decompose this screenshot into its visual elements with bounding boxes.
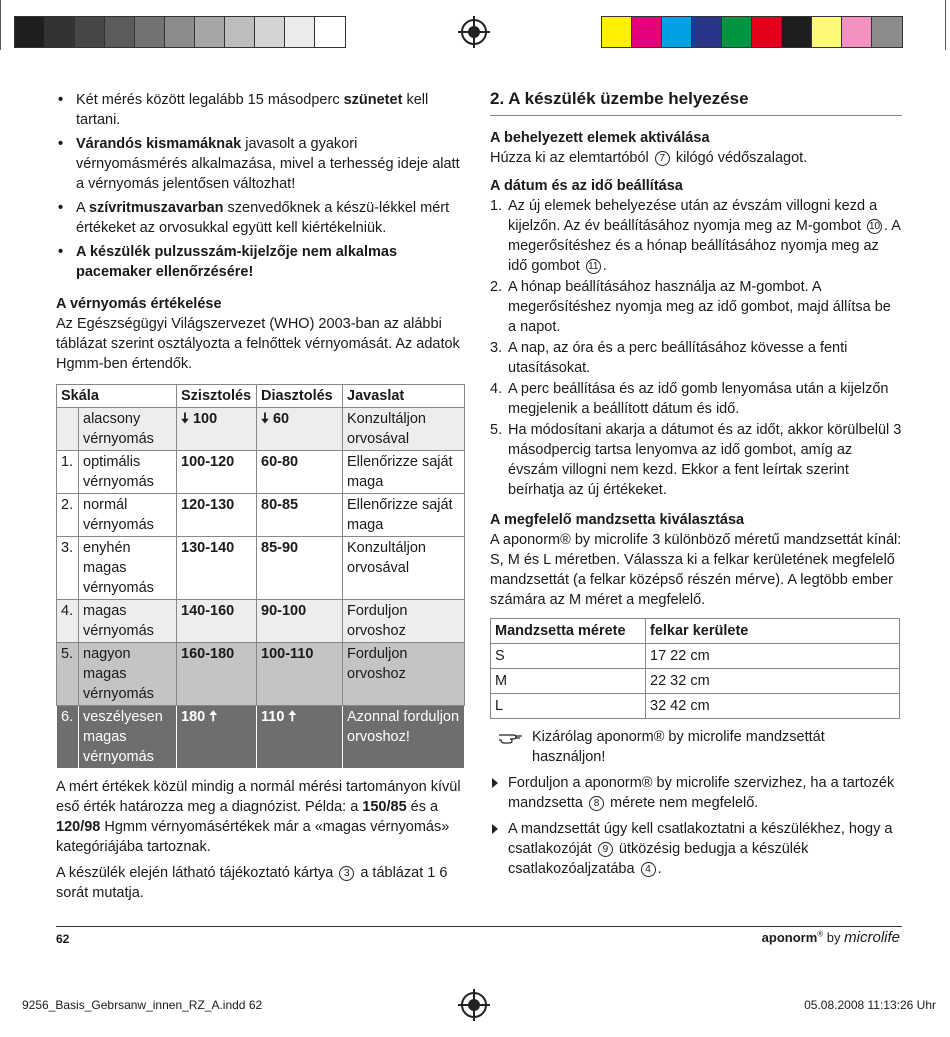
grayscale-color-bar	[14, 16, 346, 48]
gray-swatch	[255, 17, 285, 47]
color-swatch	[632, 17, 662, 47]
reference-number: 3	[339, 866, 354, 881]
precaution-text: szenvedőknek a készü-lékkel mért értékeket az orvosukkal együtt kell kiértékelniük.	[76, 200, 450, 236]
advice-cell: Azonnal forduljon orvoshoz!	[343, 706, 465, 769]
step-number: 2.	[490, 279, 503, 295]
color-swatch	[722, 17, 752, 47]
note-text: mandzsettát használjon!	[532, 729, 825, 765]
advice-cell: Konzultáljon orvosával	[343, 408, 465, 451]
diastolic-cell: 60-80	[257, 451, 343, 494]
connector-bullet	[490, 819, 902, 879]
date-time-steps	[490, 196, 902, 500]
gray-swatch	[315, 17, 345, 47]
step-number: 4.	[490, 381, 503, 397]
battery-text	[490, 148, 902, 168]
color-swatch	[872, 17, 902, 47]
note-text: Kizárólag	[532, 729, 597, 745]
table-row	[491, 669, 900, 694]
note-line	[490, 727, 902, 767]
advice-cell: Forduljon orvoshoz	[343, 643, 465, 706]
precaution-text: javasolt a gyakori vérnyomásmérés alkalmazása, mivel a terhesség ideje alatt a vérnyomás jelentősen változhat!	[76, 136, 460, 192]
logo-microlife: microlife	[844, 929, 900, 946]
table-row	[491, 644, 900, 669]
gray-swatch	[195, 17, 225, 47]
crop-mark	[0, 0, 1, 50]
reference-number: 7	[655, 151, 670, 166]
category-cell: optimális vérnyomás	[79, 451, 177, 494]
reference-number: 11	[586, 259, 601, 274]
precaution-text: Várandós kismamáknak	[76, 136, 242, 152]
advice-cell: Ellenőrizze saját maga	[343, 494, 465, 537]
logo-aponorm: aponorm	[761, 930, 818, 945]
cuff-text-part: 3 különböző méretű mandzsettát kínál: S, M és L méretben. Válassza ki a felkar kerületének megfelelő mandzsettát (a felkar középső részén mérve). A legtöbb ember számára az M méret a megfelelő.	[490, 532, 902, 608]
diagnosis-text: Hgmm vérnyomásértékek már a «magas vérnyomás» kategóriájába tartoznak.	[56, 819, 450, 855]
step-item	[490, 196, 902, 276]
header-scale: Skála	[57, 385, 177, 408]
process-color-bar	[601, 16, 903, 48]
row-number: 6.	[57, 706, 79, 769]
row-number: 1.	[57, 451, 79, 494]
info-card-paragraph	[56, 863, 468, 903]
service-bullet	[490, 773, 902, 813]
brand-logo	[700, 929, 900, 946]
systolic-cell: 100-120	[177, 451, 257, 494]
step-text: . A megerősítéshez és a hónap beállításához nyomja meg az idő gombot	[508, 218, 901, 274]
service-text: Forduljon a	[508, 775, 585, 791]
step-item	[490, 379, 902, 419]
battery-heading: A behelyezett elemek aktiválása	[490, 130, 710, 146]
precaution-item	[56, 198, 468, 238]
brand-name: aponorm® by microlife	[502, 532, 649, 548]
category-cell: alacsony vérnyomás	[79, 408, 177, 451]
gray-swatch	[75, 17, 105, 47]
gray-swatch	[165, 17, 195, 47]
row-number: 2.	[57, 494, 79, 537]
precaution-text: Két mérés között legalább 15 másodperc	[76, 92, 344, 108]
color-swatch	[662, 17, 692, 47]
row-number	[57, 408, 79, 451]
table-row	[57, 706, 465, 769]
diagnosis-text: és a	[406, 799, 439, 815]
reference-number: 10	[868, 221, 881, 232]
color-swatch	[842, 17, 872, 47]
diastolic-cell: 🠇 60	[257, 408, 343, 451]
battery-text-part: Húzza ki az elemtartóból	[490, 150, 653, 166]
blood-pressure-table	[56, 384, 465, 769]
brand-name: aponorm® by microlife	[596, 729, 742, 745]
step-item	[490, 338, 902, 378]
color-swatch	[752, 17, 782, 47]
header-advice: Javaslat	[343, 385, 465, 408]
precaution-text: szívritmuszavarban	[88, 200, 224, 216]
systolic-cell: 140-160	[177, 600, 257, 643]
step-text: .	[602, 258, 607, 274]
reference-number: 4	[641, 862, 656, 877]
info-card-text: A készülék elején látható tájékoztató kártya	[56, 865, 338, 881]
diagnosis-text: A mért értékek közül mindig a normál mérési tartományon kívül eső érték határozza meg a diagnózist. Példa: a	[56, 779, 461, 815]
category-cell: magas vérnyomás	[79, 600, 177, 643]
diastolic-cell: 90-100	[257, 600, 343, 643]
info-card-text: a táblázat 1 6 sorát mutatja.	[56, 865, 448, 901]
table-row	[57, 451, 465, 494]
table-row	[491, 694, 900, 719]
gray-swatch	[15, 17, 45, 47]
advice-cell: Ellenőrizze saját maga	[343, 451, 465, 494]
slug-filename: 9256_Basis_Gebrsanw_innen_RZ_A.indd 62	[22, 998, 263, 1012]
connector-text: ütközésig bedugja a készülék csatlakozóaljzatába	[508, 841, 809, 877]
diastolic-cell: 80-85	[257, 494, 343, 537]
gray-swatch	[105, 17, 135, 47]
section-title: 2. A készülék üzembe helyezése	[490, 89, 902, 116]
cuff-size-cell: M	[491, 669, 646, 694]
slug-datetime: 05.08.2008 11:13:26 Uhr	[804, 998, 936, 1012]
precaution-text: szünetet	[343, 92, 403, 108]
brand-name: aponorm® by microlife	[584, 775, 730, 791]
systolic-cell: 🠇 100	[177, 408, 257, 451]
left-column	[56, 90, 468, 903]
row-number: 3.	[57, 537, 79, 600]
step-number: 5.	[490, 422, 503, 438]
pointing-hand-icon	[498, 730, 524, 744]
step-number: 1.	[490, 198, 503, 214]
logo-by: by	[823, 930, 845, 945]
logo-registered: ®	[817, 929, 824, 939]
gray-swatch	[285, 17, 315, 47]
reference-number: 8	[589, 796, 604, 811]
color-swatch	[812, 17, 842, 47]
header-diastolic: Diasztolés	[257, 385, 343, 408]
gray-swatch	[135, 17, 165, 47]
step-text: A perc beállítása és az idő gomb lenyomása után a kijelzőn megjelenik a beállított dátum és idő.	[508, 381, 889, 417]
precaution-item	[56, 134, 468, 194]
systolic-cell: 130-140	[177, 537, 257, 600]
connector-text: A mandzsettát úgy kell csatlakoztatni a készülékhez, hogy a csatlakozóját	[508, 821, 893, 857]
cuff-size-table	[490, 618, 900, 719]
category-cell: nagyon magas vérnyomás	[79, 643, 177, 706]
reference-number: 9	[598, 842, 613, 857]
precaution-text: kell tartani.	[76, 92, 429, 128]
header-arm-circumference: felkar kerülete	[646, 619, 900, 644]
step-text: Ha módosítani akarja a dátumot és az időt, akkor körülbelül 3 másodpercig tartsa lenyomva az idő gombot, amíg az évszám villogni nem kezd. Ekkor a fent leírtak szerint beírhatja az új értékeket.	[508, 422, 902, 498]
step-item	[490, 420, 902, 500]
page-number: 62	[56, 932, 70, 946]
gray-swatch	[45, 17, 75, 47]
crop-mark	[945, 0, 946, 50]
cuff-heading: A megfelelő mandzsetta kiválasztása	[490, 512, 745, 528]
systolic-cell: 160-180	[177, 643, 257, 706]
evaluation-heading: A vérnyomás értékelése	[56, 296, 222, 312]
date-time-heading: A dátum és az idő beállítása	[490, 178, 683, 194]
circumference-cell: 22 32 cm	[646, 669, 900, 694]
header-systolic: Szisztolés	[177, 385, 257, 408]
systolic-cell: 180 🠅	[177, 706, 257, 769]
cuff-text-part: A	[490, 532, 503, 548]
gray-swatch	[225, 17, 255, 47]
category-cell: veszélyesen magas vérnyomás	[79, 706, 177, 769]
example-value-1: 150/85	[362, 799, 407, 815]
header-cuff-size: Mandzsetta mérete	[491, 619, 646, 644]
color-swatch	[782, 17, 812, 47]
precaution-item	[56, 242, 468, 282]
right-column	[490, 89, 902, 879]
advice-cell: Konzultáljon orvosával	[343, 537, 465, 600]
step-number: 3.	[490, 340, 503, 356]
precaution-item	[56, 90, 468, 130]
example-value-2: 120/98	[56, 819, 101, 835]
diagnosis-paragraph	[56, 777, 468, 857]
circumference-cell: 17 22 cm	[646, 644, 900, 669]
category-cell: normál vérnyomás	[79, 494, 177, 537]
footer-rule	[56, 926, 902, 927]
table-row	[57, 643, 465, 706]
color-swatch	[602, 17, 632, 47]
connector-text: .	[657, 861, 662, 877]
evaluation-text: Az Egészségügyi Világszervezet (WHO) 2003-ban az alábbi táblázat szerint osztályozta a felnőttek vérnyomását. Az adatok Hgmm-ben értendők.	[56, 316, 460, 372]
cuff-size-cell: S	[491, 644, 646, 669]
precaution-text: A	[76, 200, 89, 216]
step-item	[490, 277, 902, 337]
table-row	[57, 408, 465, 451]
row-number: 4.	[57, 600, 79, 643]
advice-cell: Forduljon orvoshoz	[343, 600, 465, 643]
precautions-list	[56, 90, 468, 282]
diastolic-cell: 85-90	[257, 537, 343, 600]
step-text: Az új elemek behelyezése után az évszám villogni kezd a kijelzőn. Az év beállításához nyomja meg az M-gombot	[508, 198, 878, 234]
color-swatch	[692, 17, 722, 47]
diastolic-cell: 100-110	[257, 643, 343, 706]
cuff-size-cell: L	[491, 694, 646, 719]
service-text: mérete nem megfelelő.	[606, 795, 759, 811]
table-row	[57, 494, 465, 537]
battery-text-part: kilógó védőszalagot.	[671, 150, 808, 166]
systolic-cell: 120-130	[177, 494, 257, 537]
registration-mark-icon	[461, 992, 487, 1018]
category-cell: enyhén magas vérnyomás	[79, 537, 177, 600]
circumference-cell: 32 42 cm	[646, 694, 900, 719]
diastolic-cell: 110 🠅	[257, 706, 343, 769]
service-text: szervizhez, ha a tartozék mandzsetta	[508, 775, 895, 811]
step-text: A nap, az óra és a perc beállításához kövesse a fenti utasításokat.	[508, 340, 848, 376]
registration-mark-icon	[461, 19, 487, 45]
row-number: 5.	[57, 643, 79, 706]
table-row	[57, 537, 465, 600]
precaution-text: A készülék pulzusszám-kijelzője nem alkalmas pacemaker ellenőrzésére!	[76, 244, 398, 280]
cuff-text	[490, 530, 902, 610]
step-text: A hónap beállításához használja az M-gombot. A megerősítéshez nyomja meg az idő gombot, majd állítsa be a napot.	[508, 279, 891, 335]
table-row	[57, 600, 465, 643]
